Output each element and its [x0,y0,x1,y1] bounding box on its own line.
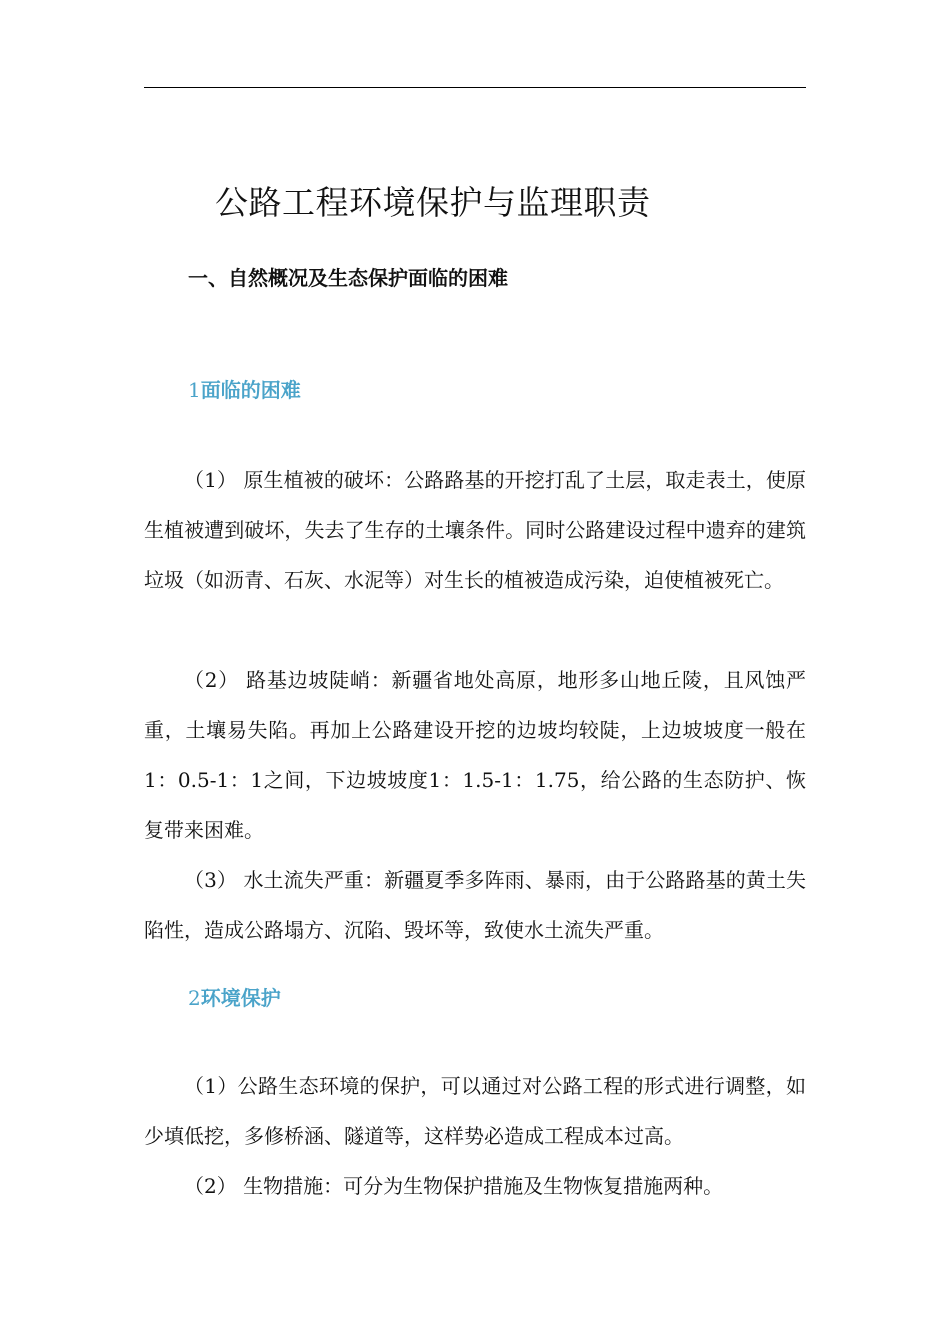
paragraph-eco-protection: （1）公路生态环境的保护，可以通过对公路工程的形式进行调整，如少填低挖，多修桥涵、隧道等，这样势必造成工程成本过高。 [144,1074,806,1148]
document-title: 公路工程环境保护与监理职责 [215,183,651,222]
subsection-number: 2 [188,986,201,1010]
subsection-heading-1 [188,374,301,406]
paragraph-steep-slope: （2） 路基边坡陡峭：新疆省地处高原，地形多山地丘陵，且风蚀严重，土壤易失陷。再加上公路建设开挖的边坡均较陡，上边坡坡度一般在1：0.5-1：1之间，下边坡坡度1：1.5-1：1.75，给公路的生态防护、恢复带来困难。 [144,668,806,842]
section-heading-1: 一、自然概况及生态保护面临的困难 [188,266,508,290]
paragraph-soil-erosion: （3） 水土流失严重：新疆夏季多阵雨、暴雨，由于公路路基的黄土失陷性，造成公路塌方、沉陷、毁坏等，致使水土流失严重。 [144,868,806,942]
subsection-title: 面临的困难 [200,378,301,402]
subsection-number: 1 [188,378,201,402]
paragraph-bio-measures: （2） 生物措施：可分为生物保护措施及生物恢复措施两种。 [184,1174,724,1198]
paragraph-vegetation-damage: （1） 原生植被的破坏：公路路基的开挖打乱了土层，取走表土，使原生植被遭到破坏，失去了生存的土壤条件。同时公路建设过程中遗弃的建筑垃圾（如沥青、石灰、水泥等）对生长的植被造成污染，迫使植被死亡。 [144,468,806,592]
subsection-heading-2 [188,982,281,1014]
subsection-title: 环境保护 [200,986,281,1010]
header-rule [144,87,806,88]
